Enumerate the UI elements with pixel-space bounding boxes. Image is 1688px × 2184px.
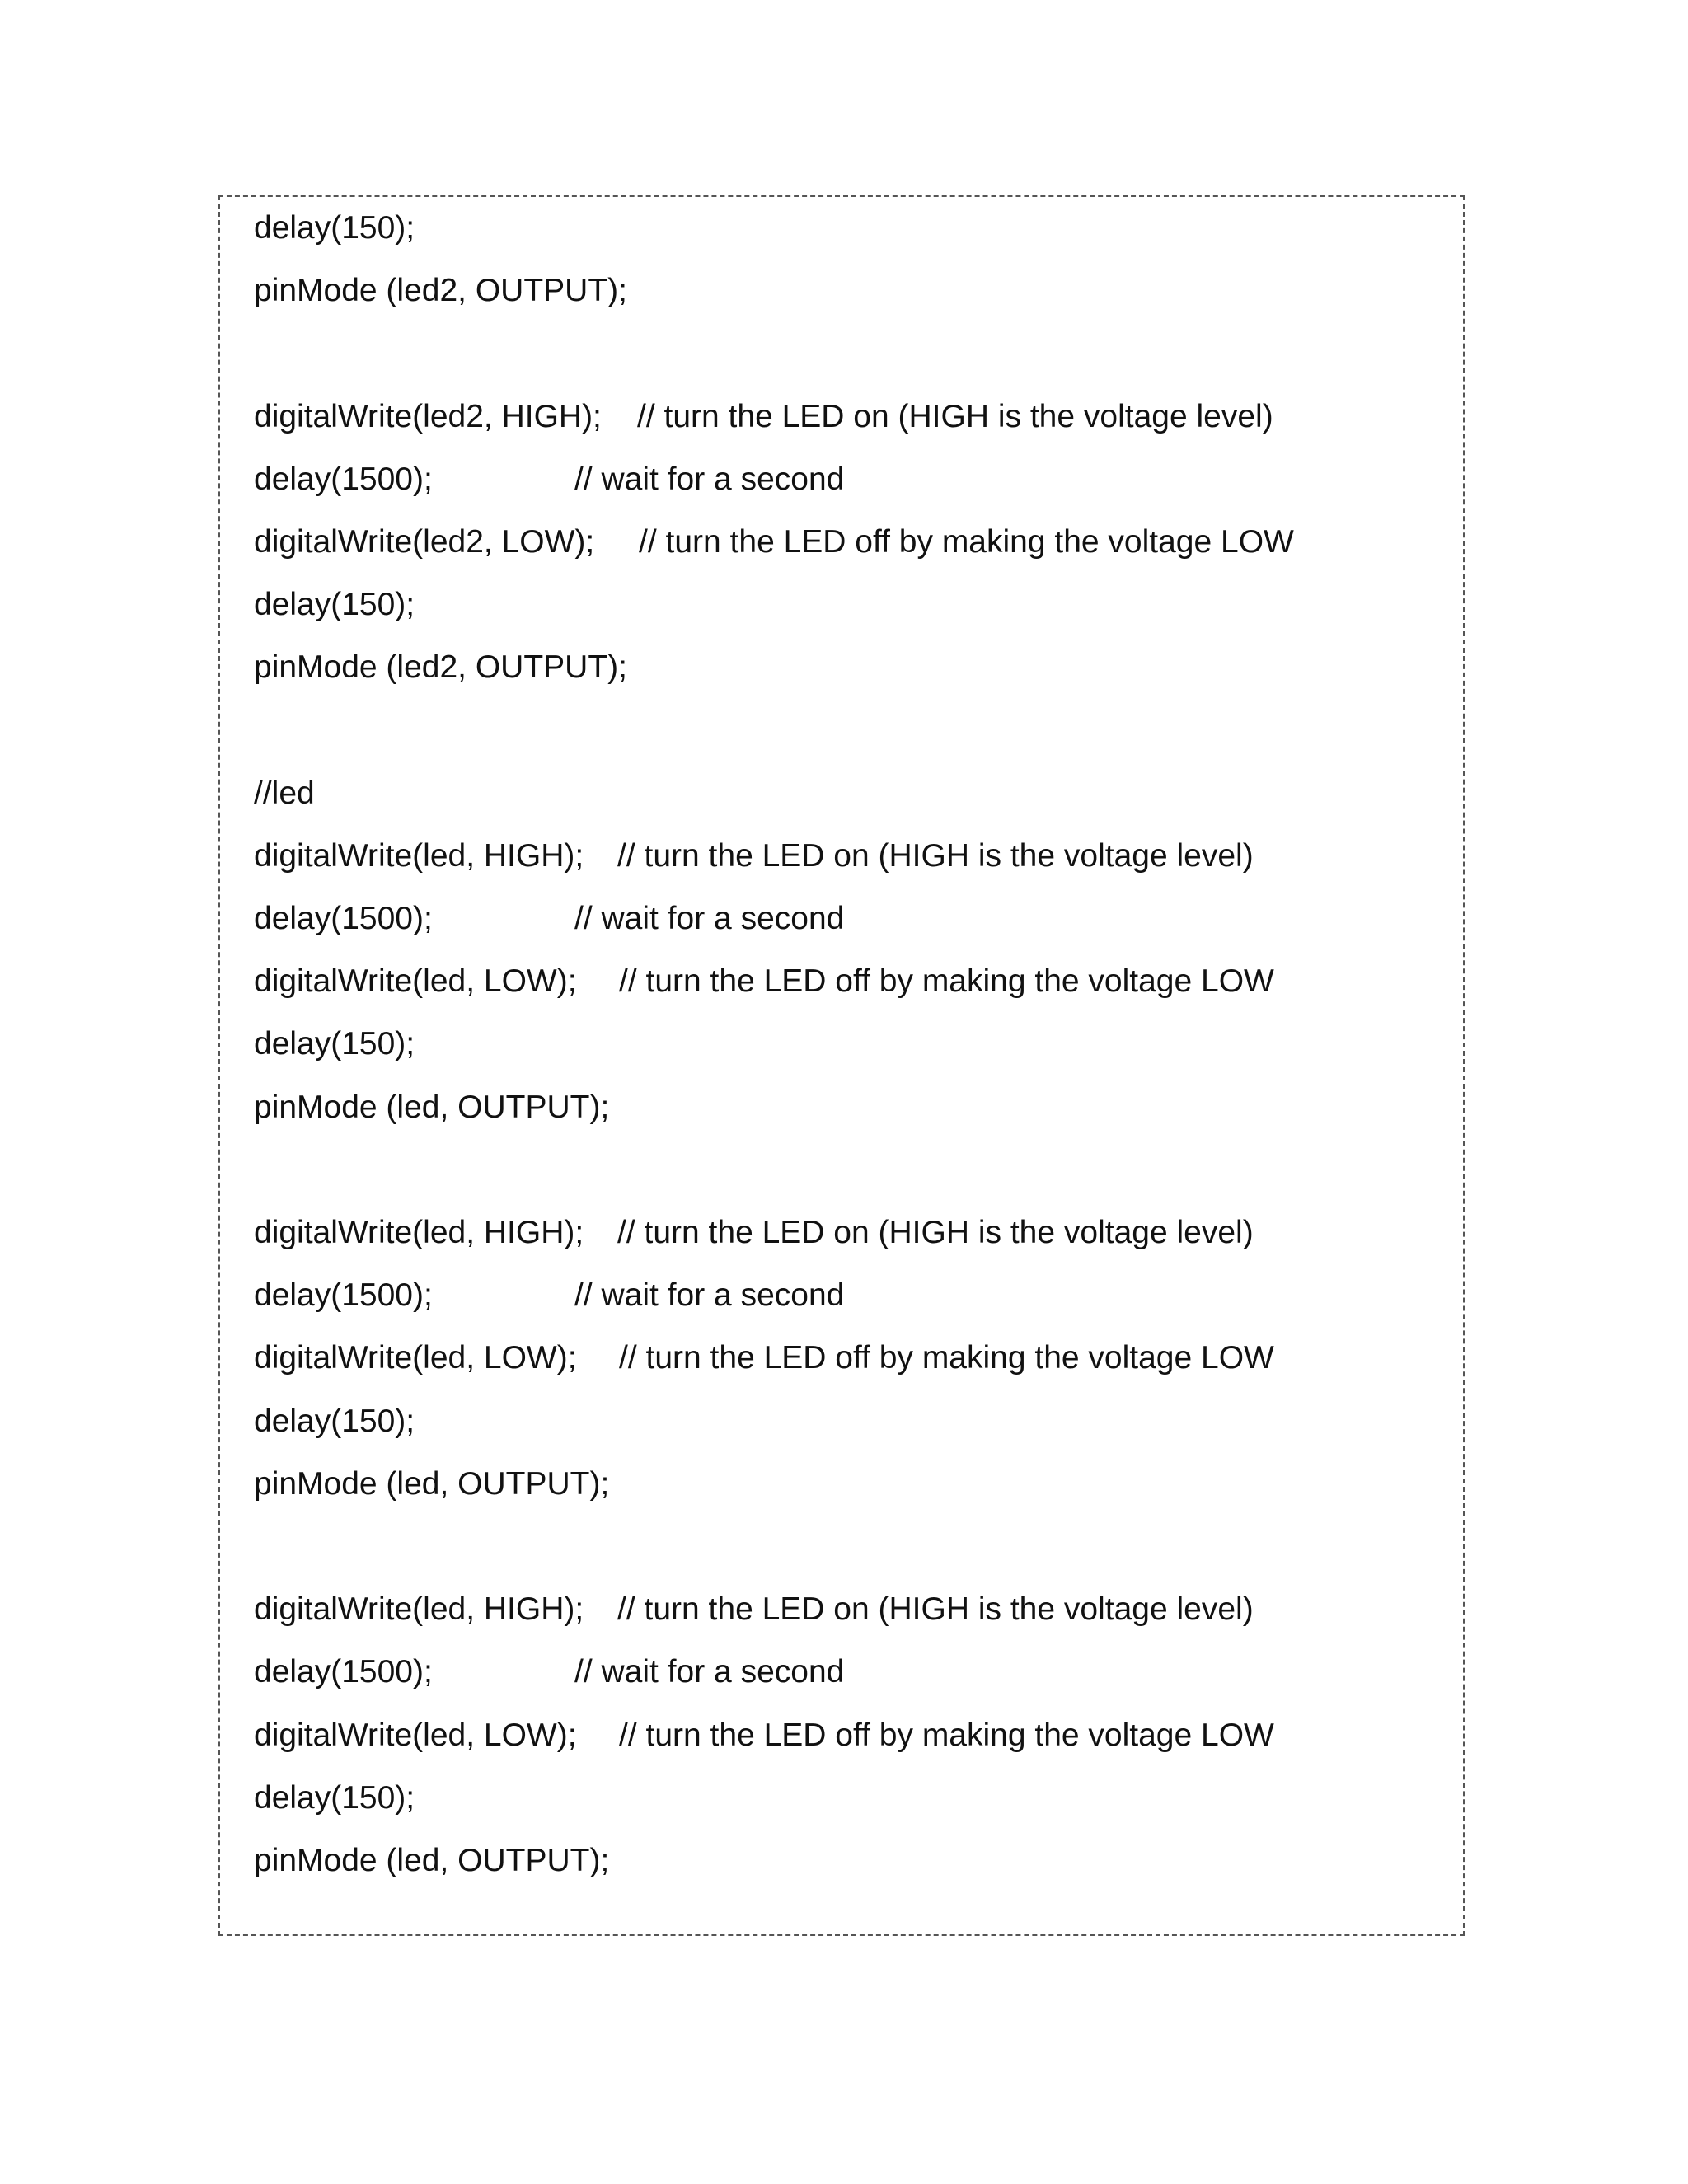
code-statement: digitalWrite(led, LOW);	[254, 963, 577, 1000]
code-line	[254, 1704, 1274, 1767]
code-statement: pinMode (led2, OUTPUT);	[254, 649, 627, 686]
code-statement: delay(150);	[254, 210, 415, 246]
code-statement: delay(150);	[254, 1403, 415, 1439]
code-statement: delay(1500);	[254, 1277, 433, 1314]
code-line	[254, 636, 627, 699]
code-statement: delay(150);	[254, 1779, 415, 1816]
code-comment: // wait for a second	[574, 1277, 845, 1314]
code-line	[254, 1264, 845, 1327]
code-line	[254, 197, 415, 260]
blank-line	[254, 1139, 307, 1202]
code-comment: // wait for a second	[574, 901, 845, 937]
code-line	[254, 511, 1294, 574]
code-line	[254, 1327, 1274, 1390]
code-line	[254, 260, 627, 322]
code-statement: pinMode (led, OUTPUT);	[254, 1842, 610, 1878]
code-statement: digitalWrite(led, LOW);	[254, 1340, 577, 1376]
code-comment: // turn the LED on (HIGH is the voltage level)	[617, 1215, 1254, 1250]
code-statement: digitalWrite(led, LOW);	[254, 1717, 577, 1753]
code-comment: // turn the LED on (HIGH is the voltage level)	[637, 398, 1273, 434]
code-statement: digitalWrite(led2, LOW);	[254, 523, 595, 560]
code-comment: // wait for a second	[574, 461, 845, 497]
code-line	[254, 574, 415, 636]
code-line	[254, 386, 1273, 448]
code-line	[254, 1641, 845, 1704]
code-comment: // turn the LED on (HIGH is the voltage level)	[617, 837, 1254, 874]
code-comment: // turn the LED off by making the voltage LOW	[639, 523, 1294, 560]
code-statement: digitalWrite(led, HIGH);	[254, 1215, 584, 1250]
code-statement: pinMode (led, OUTPUT);	[254, 1089, 610, 1125]
blank-line	[254, 700, 307, 762]
blank-line	[254, 322, 307, 385]
blank-line	[254, 1516, 307, 1578]
code-statement: digitalWrite(led2, HIGH);	[254, 398, 602, 434]
code-comment: // turn the LED off by making the voltage LOW	[619, 963, 1274, 1000]
code-statement: delay(1500);	[254, 461, 433, 497]
code-comment: // turn the LED on (HIGH is the voltage level)	[617, 1591, 1254, 1628]
code-line	[254, 1390, 415, 1453]
code-comment: // wait for a second	[574, 1654, 845, 1690]
code-statement: delay(1500);	[254, 1654, 433, 1690]
code-line	[254, 825, 1254, 888]
code-line	[254, 1013, 415, 1076]
code-line	[254, 950, 1274, 1013]
code-line	[254, 1767, 415, 1830]
code-statement: digitalWrite(led, HIGH);	[254, 837, 584, 874]
code-line	[254, 1578, 1254, 1641]
code-line	[254, 1830, 610, 1892]
code-line	[254, 1076, 610, 1139]
section-comment: //led	[254, 775, 315, 811]
code-line	[254, 888, 845, 950]
code-statement: delay(150);	[254, 587, 415, 623]
code-line	[254, 1453, 610, 1516]
code-statement: pinMode (led, OUTPUT);	[254, 1465, 610, 1502]
code-statement: delay(150);	[254, 1026, 415, 1062]
code-statement: pinMode (led2, OUTPUT);	[254, 273, 627, 309]
code-statement: delay(1500);	[254, 901, 433, 937]
code-listing	[254, 197, 1294, 1892]
code-listing-box	[218, 195, 1465, 1936]
code-comment: // turn the LED off by making the voltage LOW	[619, 1340, 1274, 1376]
code-comment: // turn the LED off by making the voltage LOW	[619, 1717, 1274, 1753]
code-line	[254, 448, 845, 511]
code-line	[254, 1202, 1254, 1264]
code-line	[254, 762, 315, 825]
code-statement: digitalWrite(led, HIGH);	[254, 1591, 584, 1628]
